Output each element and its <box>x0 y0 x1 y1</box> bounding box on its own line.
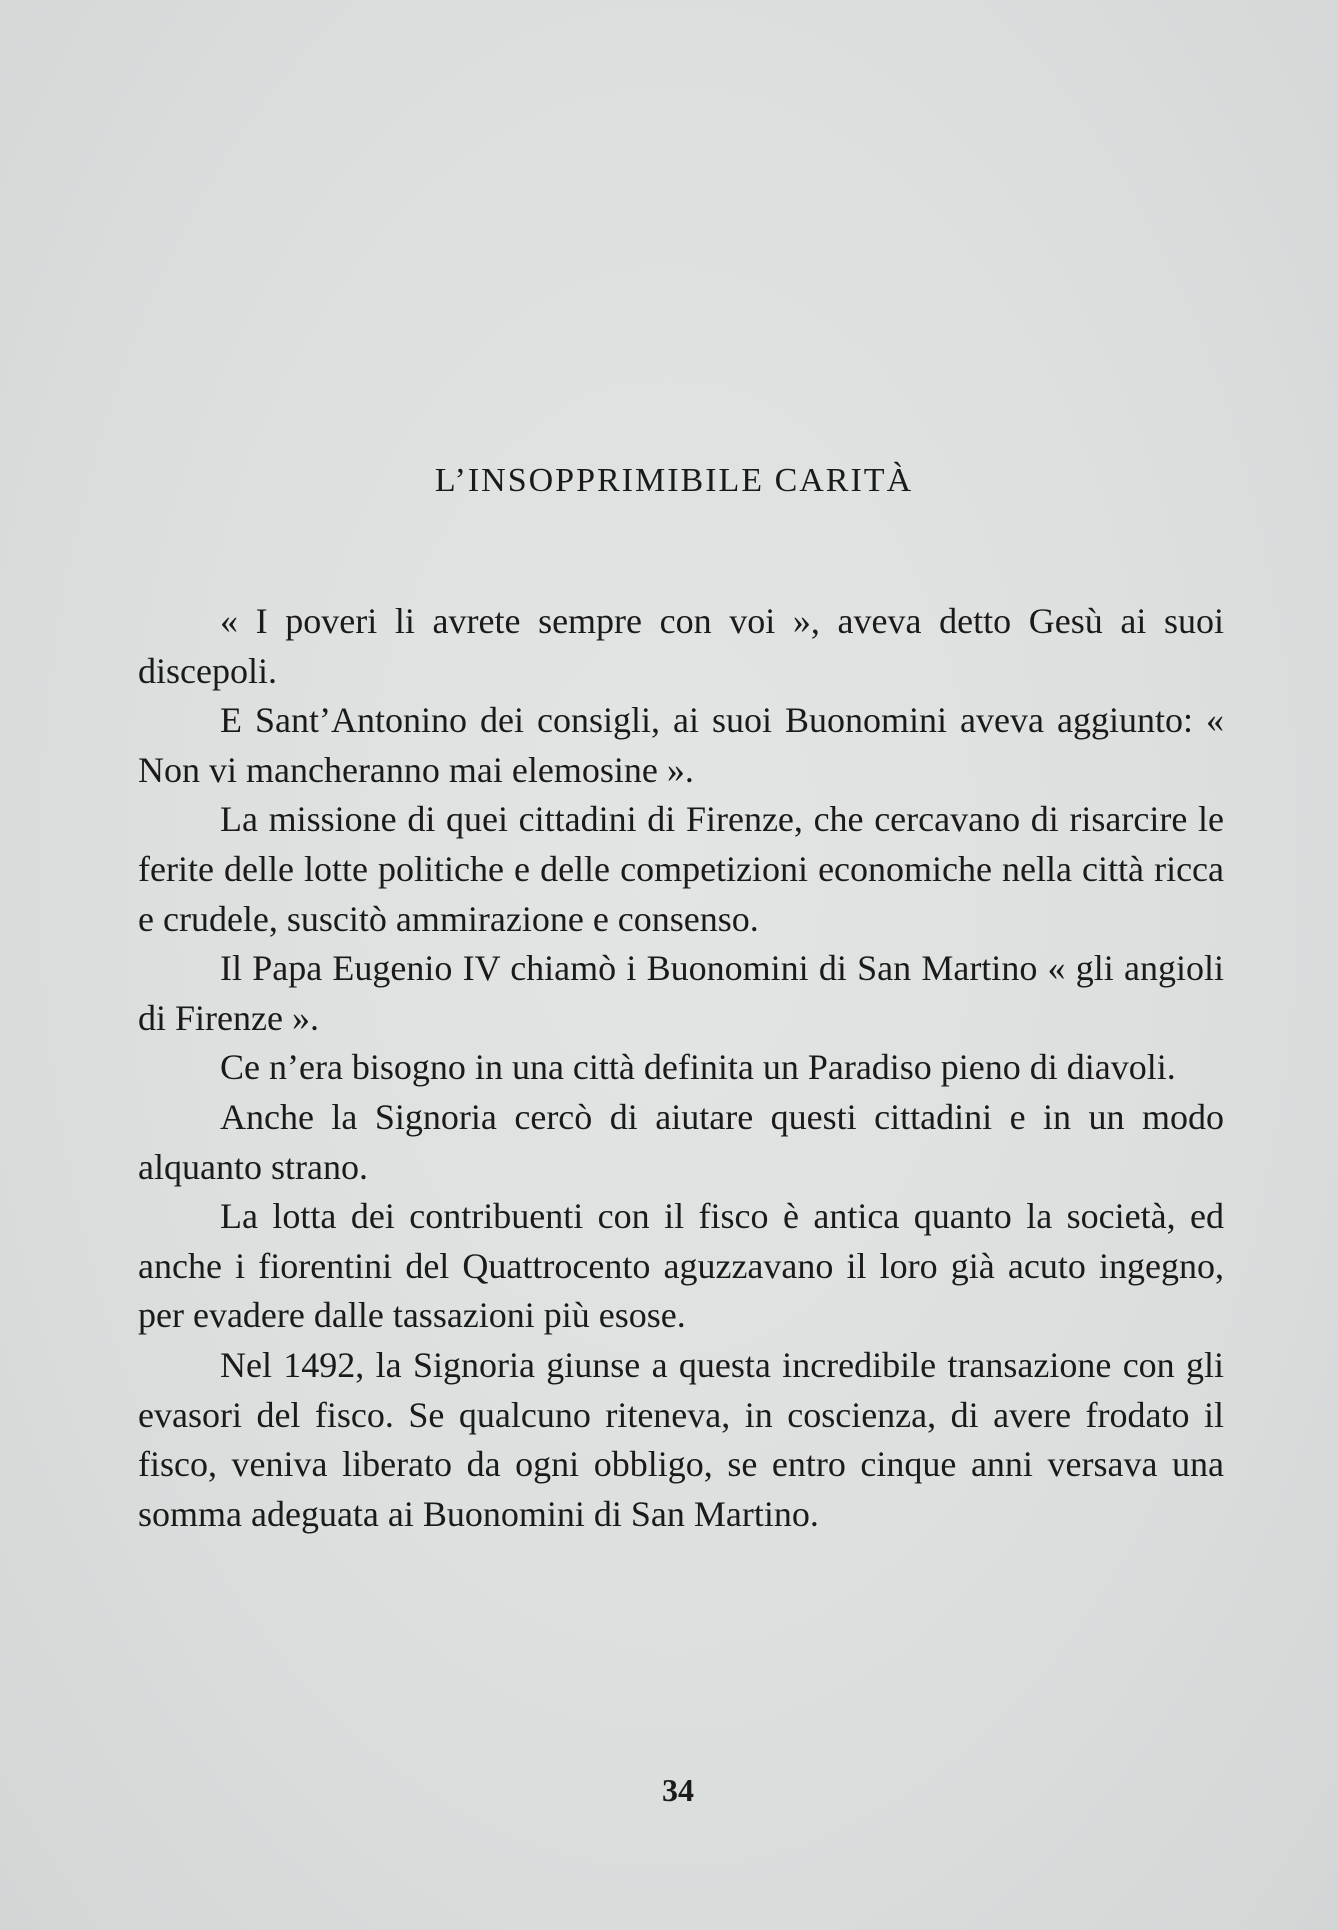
paragraph: « I poveri li avrete sempre con voi », aveva detto Gesù ai suoi discepoli. <box>138 601 1224 691</box>
chapter-title: L’INSOPPRIMIBILE CARITÀ <box>434 462 914 499</box>
paragraph: La lotta dei contribuenti con il fisco è antica quanto la società, ed anche i fiorentini del Quattrocento aguzzavano il loro già acuto ingegno, per evadere dalle tassazioni più esose. <box>138 1196 1224 1336</box>
paragraph: Ce n’era bisogno in una città definita un Paradiso pieno di diavoli. <box>220 1047 1176 1088</box>
paragraph: La missione di quei cittadini di Firenze, che cercavano di risarcire le ferite delle lotte politiche e delle competizioni economiche nella città ricca e crudele, suscitò ammirazione e consenso. <box>138 799 1224 939</box>
page-number: 34 <box>662 1772 694 1808</box>
paragraph: Anche la Signoria cercò di aiutare questi cittadini e in un modo alquanto strano. <box>138 1096 1224 1187</box>
paragraph: Il Papa Eugenio IV chiamò i Buonomini di San Martino « gli angioli di Firenze ». <box>138 948 1224 1038</box>
body-text <box>138 597 1224 1539</box>
paragraph: E Sant’Antonino dei consigli, ai suoi Buonomini aveva aggiunto: « Non vi mancheranno mai elemosine ». <box>138 700 1224 790</box>
paragraph: Nel 1492, la Signoria giunse a questa incredibile transazione con gli evasori del fisco. Se qualcuno riteneva, in coscienza, di avere frodato il fisco, veniva liberato da ogni obbligo, se entro cinque anni versava una somma adeguata ai Buonomini di San Martino. <box>138 1344 1224 1534</box>
